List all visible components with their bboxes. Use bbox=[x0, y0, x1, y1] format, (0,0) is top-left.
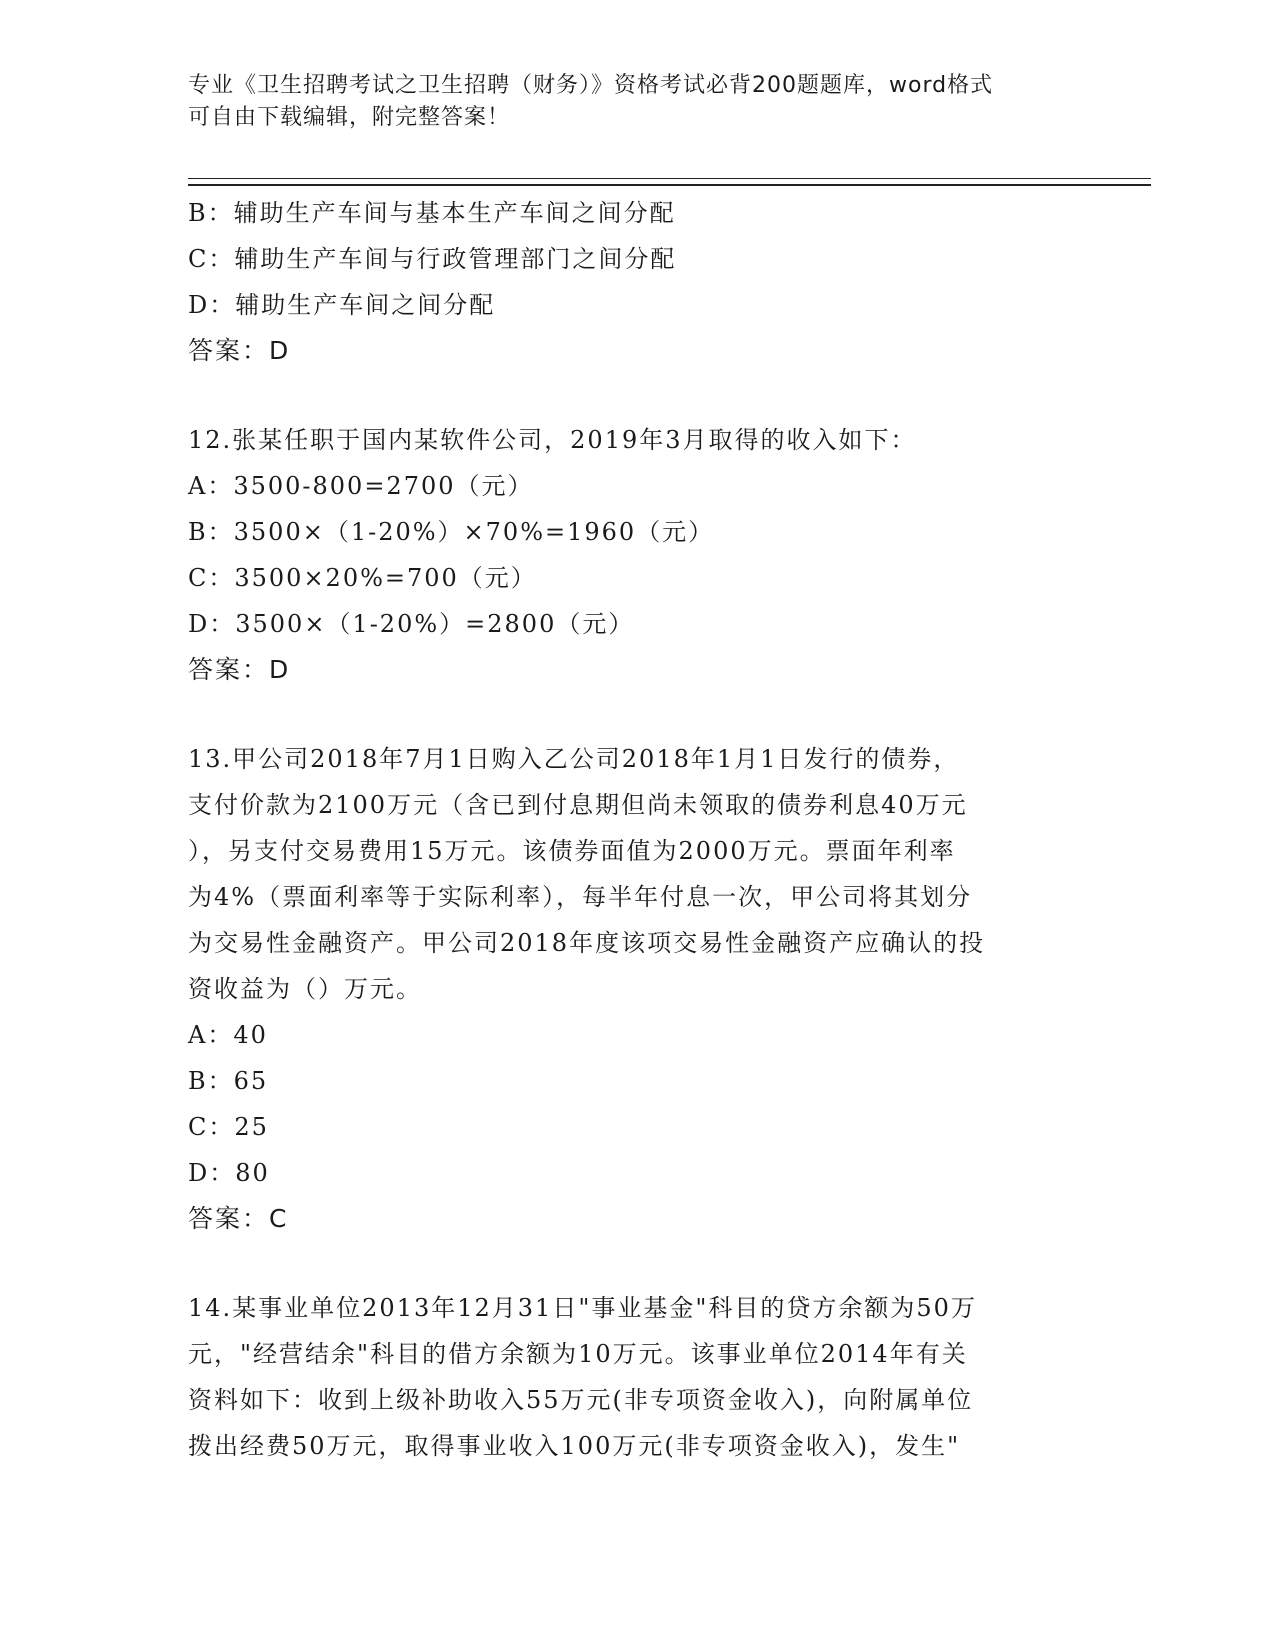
question-12 bbox=[188, 417, 1088, 693]
question-stem-line: 资料如下：收到上级补助收入55万元(非专项资金收入)，向附属单位 bbox=[188, 1386, 974, 1414]
question-stem-line: 支付价款为2100万元（含已到付息期但尚未领取的债券利息40万元 bbox=[188, 791, 968, 819]
answer: 答案：C bbox=[188, 1204, 289, 1233]
header-line-1: 专业《卫生招聘考试之卫生招聘（财务）》资格考试必背200题题库，word格式 bbox=[188, 73, 994, 98]
option-c: C：3500×20%=700（元） bbox=[188, 564, 537, 592]
question-stem-line: 元，"经营结余"科目的借方余额为10万元。该事业单位2014年有关 bbox=[188, 1340, 968, 1368]
option-d: D：辅助生产车间之间分配 bbox=[188, 291, 496, 319]
question-stem-line: 14.某事业单位2013年12月31日"事业基金"科目的贷方余额为50万 bbox=[188, 1294, 977, 1322]
question-stem-line: 12.张某任职于国内某软件公司，2019年3月取得的收入如下： bbox=[188, 426, 917, 454]
option-b: B：辅助生产车间与基本生产车间之间分配 bbox=[188, 199, 676, 227]
question-stem-line: 为4%（票面利率等于实际利率），每半年付息一次，甲公司将其划分 bbox=[188, 883, 973, 911]
question-11 bbox=[188, 190, 1088, 374]
question-stem-line: ），另支付交易费用15万元。该债券面值为2000万元。票面年利率 bbox=[188, 837, 956, 865]
answer: 答案：D bbox=[188, 336, 291, 365]
question-stem-line: 13.甲公司2018年7月1日购入乙公司2018年1月1日发行的债券， bbox=[188, 745, 960, 773]
answer: 答案：D bbox=[188, 655, 291, 684]
option-a: A：40 bbox=[188, 1021, 268, 1049]
option-d: D：80 bbox=[188, 1159, 270, 1187]
option-c: C：25 bbox=[188, 1113, 269, 1141]
question-14 bbox=[188, 1285, 1088, 1469]
option-a: A：3500-800=2700（元） bbox=[188, 472, 534, 500]
question-list bbox=[188, 190, 1088, 1469]
question-stem-line: 为交易性金融资产。甲公司2018年度该项交易性金融资产应确认的投 bbox=[188, 929, 986, 957]
page-header bbox=[188, 70, 1088, 134]
option-d: D：3500×（1-20%）=2800（元） bbox=[188, 610, 635, 638]
question-stem-line: 资收益为（）万元。 bbox=[188, 975, 422, 1003]
option-b: B：3500×（1-20%）×70%=1960（元） bbox=[188, 518, 715, 546]
option-b: B：65 bbox=[188, 1067, 269, 1095]
option-c: C：辅助生产车间与行政管理部门之间分配 bbox=[188, 245, 677, 273]
header-divider bbox=[188, 178, 1151, 186]
question-stem-line: 拨出经费50万元，取得事业收入100万元(非专项资金收入)，发生" bbox=[188, 1432, 961, 1460]
header-line-2: 可自由下载编辑，附完整答案！ bbox=[188, 105, 511, 130]
question-13 bbox=[188, 736, 1088, 1242]
